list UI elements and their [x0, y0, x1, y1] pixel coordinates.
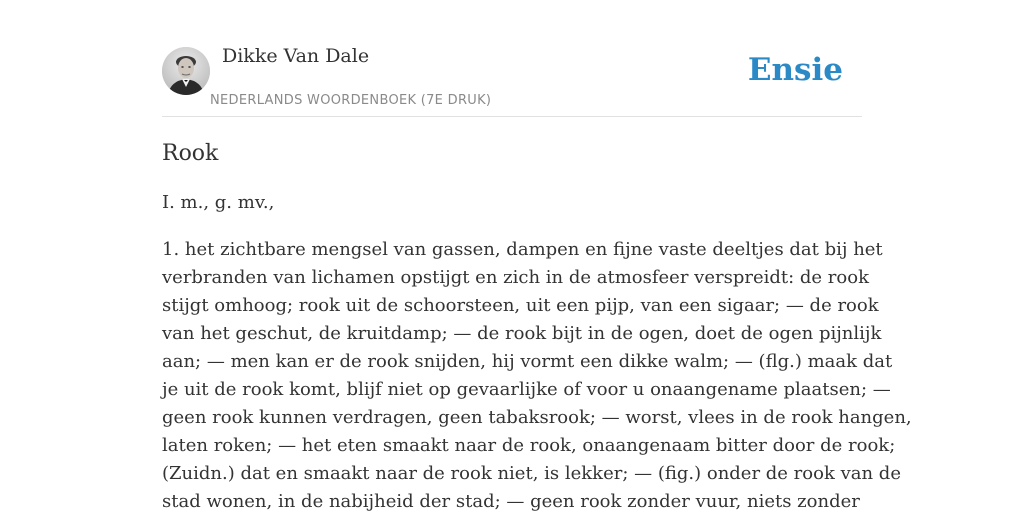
brand-logo[interactable]: Ensie: [747, 52, 843, 88]
definition-line: je uit de rook komt, blijf niet op gevaarlijke of voor u onaangename plaatsen; —: [162, 379, 891, 400]
entry-definition: [162, 236, 912, 512]
definition-line: verbranden van lichamen opstijgt en zich in de atmosfeer verspreidt: de rook: [162, 267, 869, 288]
definition-line: aan; — men kan er de rook snijden, hij vormt een dikke walm; — (flg.) maak dat: [162, 351, 893, 372]
source-title[interactable]: NEDERLANDS WOORDENBOEK (7E DRUK): [210, 93, 492, 108]
definition-line: stad wonen, in de nabijheid der stad; — geen rook zonder vuur, niets zonder: [162, 491, 860, 512]
definition-line: geen rook kunnen verdragen, geen tabaksrook; — worst, vlees in de rook hangen,: [162, 407, 912, 428]
author-portrait-icon: [162, 47, 210, 95]
definition-line: 1. het zichtbare mengsel van gassen, dampen en fijne vaste deeltjes dat bij het: [162, 239, 883, 260]
author-avatar[interactable]: [162, 47, 210, 95]
definition-line: laten roken; — het eten smaakt naar de rook, onaangenaam bitter door de rook;: [162, 435, 896, 456]
entry-title: Rook: [162, 141, 219, 166]
definition-line: stijgt omhoog; rook uit de schoorsteen, uit een pijp, van een sigaar; — de rook: [162, 295, 879, 316]
definition-line: van het geschut, de kruitdamp; — de rook bijt in de ogen, doet de ogen pijnlijk: [162, 323, 882, 344]
entry-grammar: I. m., g. mv.,: [162, 192, 275, 213]
definition-line: (Zuidn.) dat en smaakt naar de rook niet, is lekker; — (fig.) onder de rook van de: [162, 463, 901, 484]
page-header: [162, 40, 862, 117]
author-name[interactable]: Dikke Van Dale: [222, 45, 370, 67]
entry-content: [162, 138, 912, 512]
